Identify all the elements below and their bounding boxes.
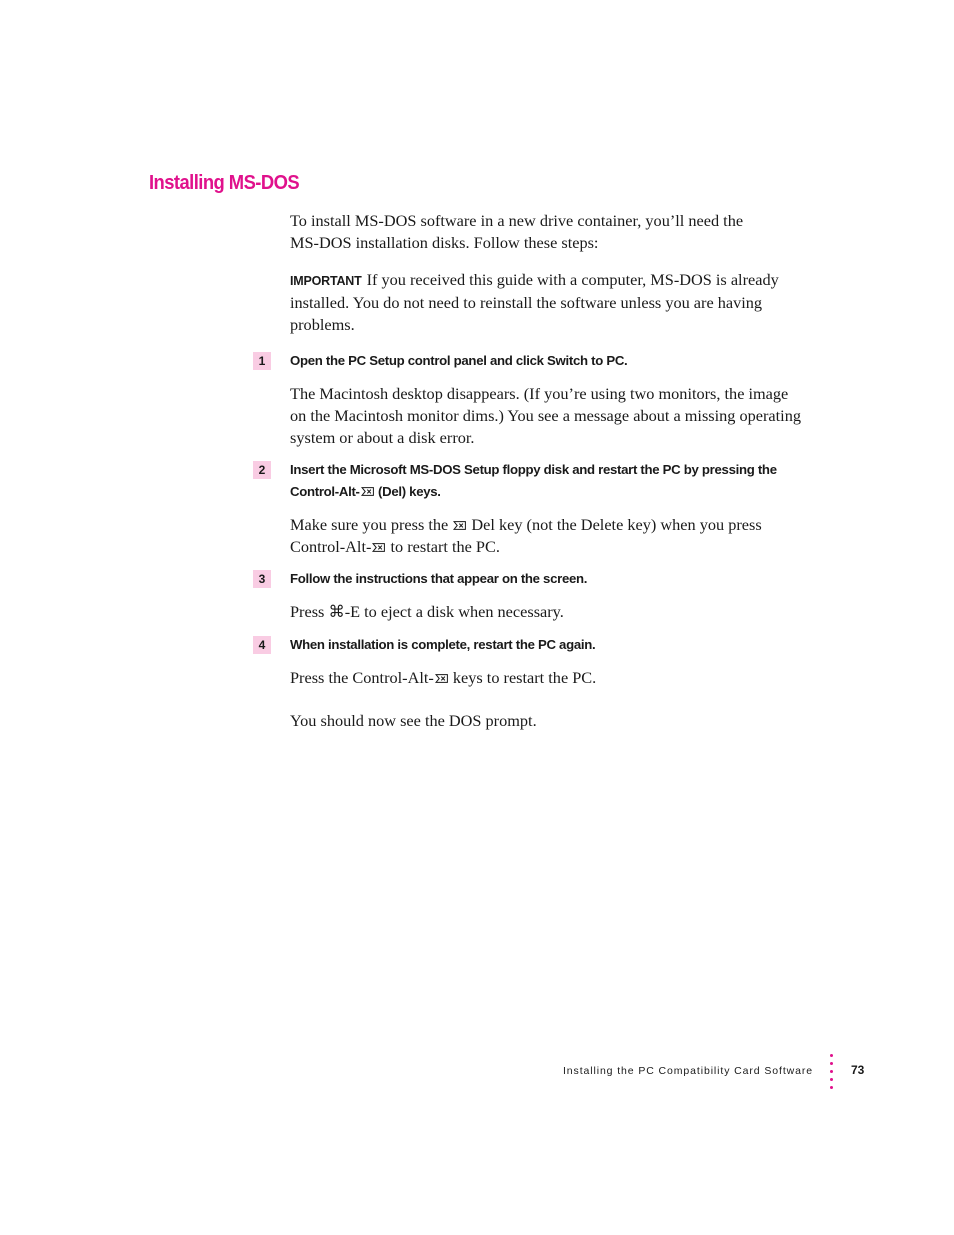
step-1-detail-line-2: on the Macintosh monitor dims.) You see a message about a missing operating — [290, 406, 801, 425]
step-4-instruction: When installation is complete, restart the PC again. — [290, 637, 596, 652]
step-1-detail — [290, 383, 840, 449]
step-2-detail-line-1b: Del key (not the Delete key) when you press — [467, 515, 762, 534]
important-line-3: problems. — [290, 315, 355, 334]
step-2-instruction — [290, 459, 820, 503]
step-3-number: 3 — [253, 570, 271, 588]
step-2-instruction-line-1: Insert the Microsoft MS-DOS Setup floppy disk and restart the PC by pressing the — [290, 462, 777, 477]
footer-dot — [830, 1054, 833, 1057]
step-2-detail-line-1a: Make sure you press the — [290, 515, 453, 534]
footer-dot — [830, 1070, 833, 1073]
step-2-detail-line-2b: to restart the PC. — [386, 537, 500, 556]
step-1-number: 1 — [253, 352, 271, 370]
footer-dot — [830, 1078, 833, 1081]
step-2-detail — [290, 514, 840, 558]
step-2-instruction-line-2b: (Del) keys. — [374, 484, 441, 499]
step-2-number: 2 — [253, 461, 271, 479]
step-2-instruction-line-2a: Control-Alt- — [290, 484, 360, 499]
del-key-icon — [453, 521, 466, 530]
footer-dot — [830, 1086, 833, 1089]
closing-paragraph: You should now see the DOS prompt. — [290, 711, 537, 730]
footer-dotted-rule — [829, 1054, 835, 1094]
del-key-icon — [435, 674, 448, 683]
step-4-detail-a: Press the Control-Alt- — [290, 668, 434, 687]
important-note — [290, 269, 840, 336]
step-4-detail-b: keys to restart the PC. — [448, 668, 597, 687]
step-3-detail: Press ⌘-E to eject a disk when necessary. — [290, 602, 564, 621]
footer-chapter-title: Installing the PC Compatibility Card Software — [562, 1065, 813, 1077]
footer-dot — [830, 1062, 833, 1065]
step-4-number: 4 — [253, 636, 271, 654]
step-4-detail — [290, 667, 840, 689]
intro-paragraph — [290, 210, 840, 254]
important-line-2: installed. You do not need to reinstall the software unless you are having — [290, 293, 763, 312]
intro-line-2: MS-DOS installation disks. Follow these steps: — [290, 233, 599, 252]
page-title: Installing MS-DOS — [149, 172, 300, 194]
important-label: IMPORTANT — [290, 274, 362, 288]
del-key-icon — [361, 487, 374, 496]
step-3-instruction: Follow the instructions that appear on the screen. — [290, 571, 588, 586]
important-line-1: If you received this guide with a computer, MS-DOS is already — [366, 270, 779, 289]
step-1-detail-line-1: The Macintosh desktop disappears. (If you’re using two monitors, the image — [290, 384, 789, 403]
del-key-icon — [372, 543, 385, 552]
step-1-instruction: Open the PC Setup control panel and click Switch to PC. — [290, 353, 628, 368]
page-number: 73 — [851, 1063, 865, 1077]
step-2-detail-line-2a: Control-Alt- — [290, 537, 372, 556]
intro-line-1: To install MS-DOS software in a new drive container, you’ll need the — [290, 211, 744, 230]
step-1-detail-line-3: system or about a disk error. — [290, 428, 475, 447]
